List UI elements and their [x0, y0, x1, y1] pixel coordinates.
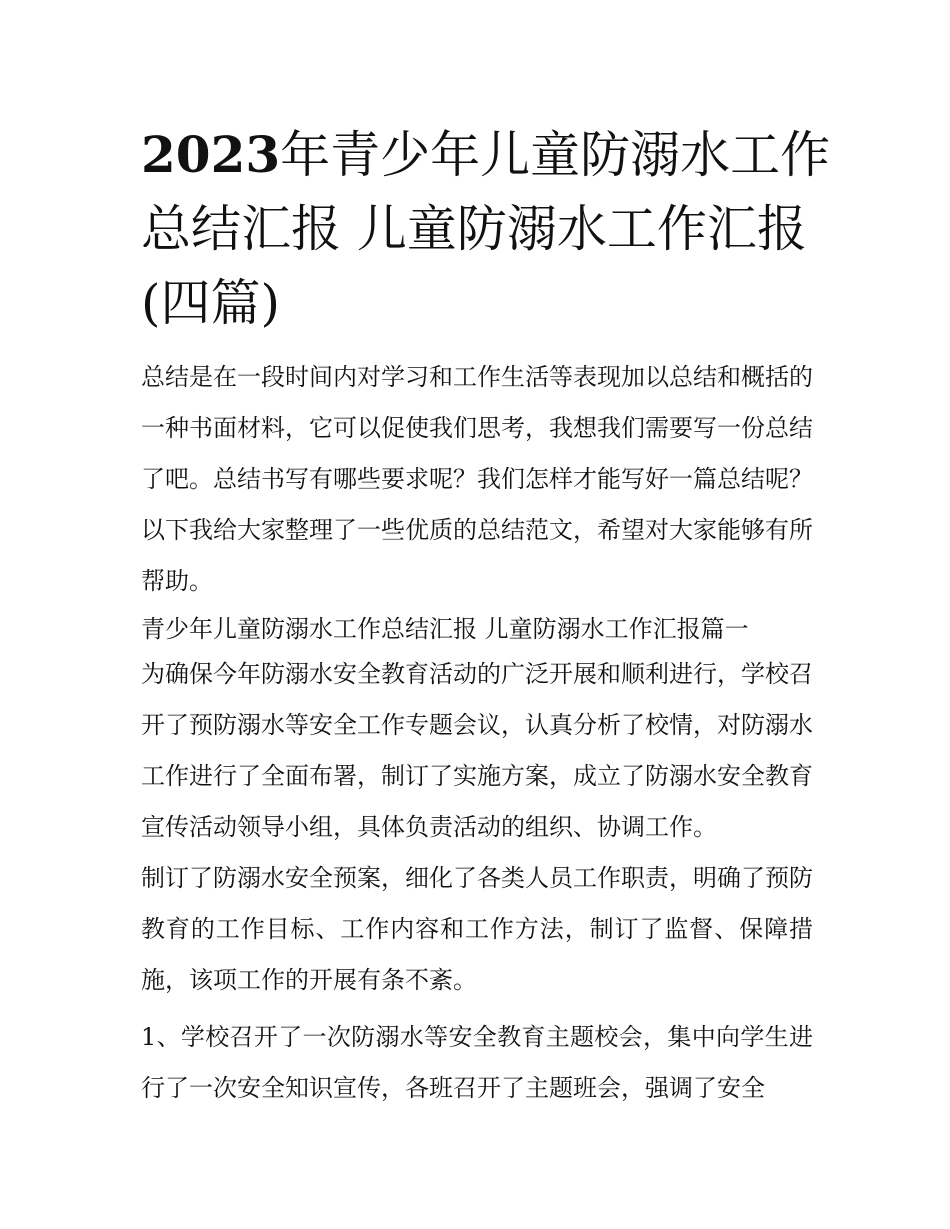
body-paragraph-3: 1、学校召开了一次防溺水等安全教育主题校会，集中向学生进行了一次安全知识宣传，各班召开了主题班会，强调了安全: [141, 1023, 813, 1102]
body-paragraph-2: 制订了防溺水安全预案，细化了各类人员工作职责，明确了预防教育的工作目标、工作内容和工作方法，制订了监督、保障措施，该项工作的开展有条不紊。: [141, 864, 813, 994]
title-line-1-text: 年青少年儿童防溺水工作: [280, 126, 831, 184]
title-line-2: 总结汇报 儿童防溺水工作汇报: [141, 200, 807, 258]
section-heading: 青少年儿童防溺水工作总结汇报 儿童防溺水工作汇报篇一: [141, 615, 749, 643]
body-paragraph-1: 为确保今年防溺水安全教育活动的广泛开展和顺利进行，学校召开了预防溺水等安全工作专题会议，认真分析了校情，对防溺水工作进行了全面布署，制订了实施方案，成立了防溺水安全教育宣传活动领导小组，具体负责活动的组织、协调工作。: [141, 660, 813, 841]
intro-paragraph: 总结是在一段时间内对学习和工作生活等表现加以总结和概括的一种书面材料，它可以促使我们思考，我想我们需要写一份总结了吧。总结书写有哪些要求呢？我们怎样才能写好一篇总结呢？以下我给大家整理了一些优质的总结范文，希望对大家能够有所帮助。: [141, 363, 813, 595]
title-line-1: [141, 118, 831, 192]
document-title: [141, 118, 831, 340]
title-line-3: (四篇): [141, 274, 281, 332]
document-page: [141, 118, 831, 1114]
title-year: 2023: [141, 125, 281, 184]
